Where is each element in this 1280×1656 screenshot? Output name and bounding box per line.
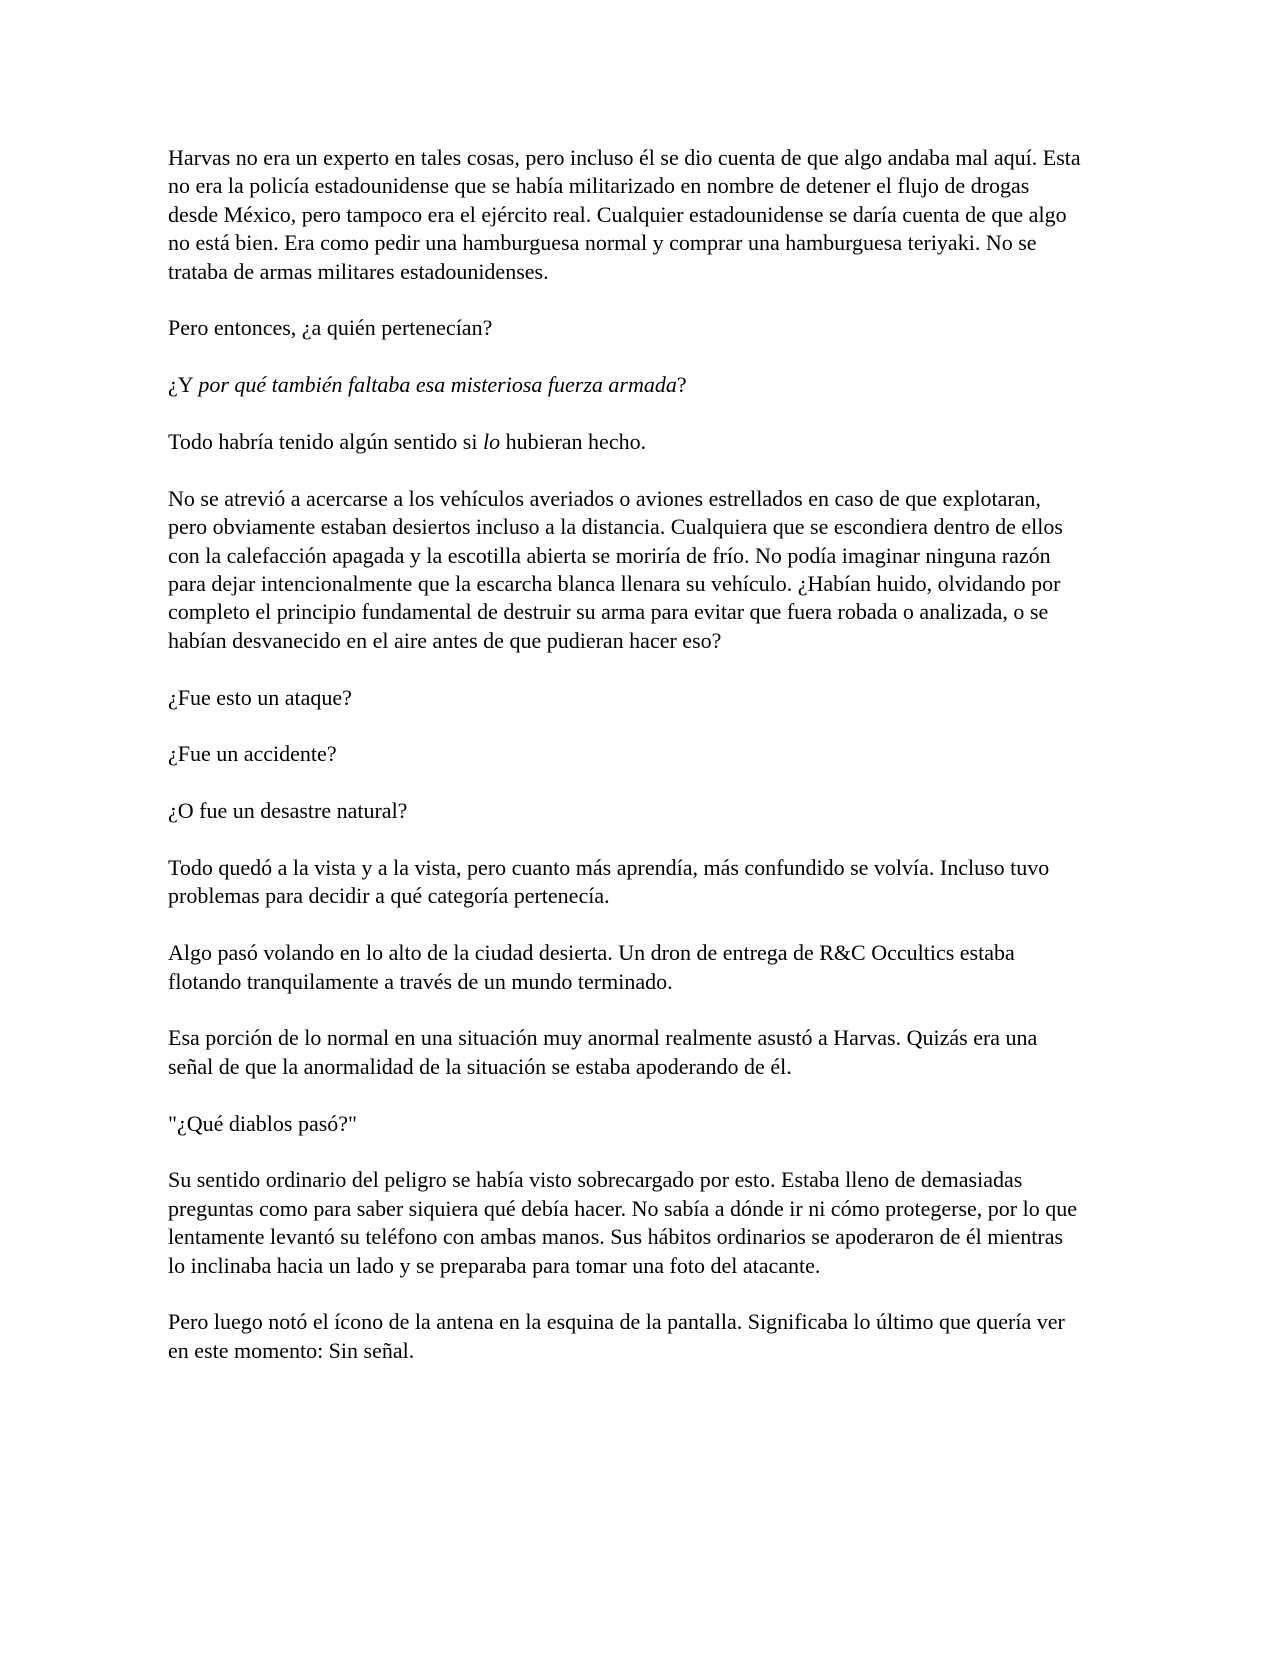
text-run: hubieran hecho. [500, 429, 647, 455]
text-run: Pero luego notó el ícono de la antena en la esquina de la pantalla. Significaba lo último que quería ver en este momento: Sin señal. [168, 1309, 1065, 1363]
paragraph [168, 684, 1083, 712]
paragraph [168, 1166, 1083, 1280]
text-run: Pero entonces, ¿a quién pertenecían? [168, 315, 493, 341]
text-run: Todo quedó a la vista y a la vista, pero cuanto más aprendía, más confundido se volvía. Incluso tuvo problemas para decidir a qué categoría pertenecía. [168, 855, 1050, 909]
paragraph [168, 1308, 1083, 1365]
text-run: ¿Fue un accidente? [168, 741, 337, 767]
text-run: ¿Fue esto un ataque? [168, 684, 352, 710]
text-run: "¿Qué diablos pasó?" [168, 1110, 358, 1136]
paragraph [168, 428, 1083, 456]
document-text [168, 144, 1083, 1394]
text-run: No se atrevió a acercarse a los vehículos averiados o aviones estrellados en caso de que explotaran, pero obviamente estaban desiertos incluso a la distancia. Cualquiera que se escondiera dentro de ellos con la calefacción apagada y la escotilla abierta se moriría de frío. No podía imaginar ninguna razón para dejar intencionalmente que la escarcha blanca llenara su vehículo. ¿Habían huido, olvidando por completo el principio fundamental de destruir su arma para evitar que fuera robada o analizada, o se habían desvanecido en el aire antes de que pudieran hacer eso? [168, 485, 1063, 653]
paragraph [168, 144, 1083, 286]
text-run: ¿O fue un desastre natural? [168, 798, 408, 824]
text-run-italic: por qué también faltaba esa misteriosa fuerza armada [198, 372, 677, 398]
text-run: Algo pasó volando en lo alto de la ciudad desierta. Un dron de entrega de R&C Occultics estaba flotando tranquilamente a través de un mundo terminado. [168, 940, 1015, 994]
paragraph [168, 314, 1083, 342]
text-run: Esa porción de lo normal en una situación muy anormal realmente asustó a Harvas. Quizás era una señal de que la anormalidad de la situación se estaba apoderando de él. [168, 1025, 1038, 1079]
paragraph [168, 797, 1083, 825]
paragraph [168, 485, 1083, 655]
paragraph [168, 854, 1083, 911]
paragraph [168, 1110, 1083, 1138]
text-run: ¿Y [168, 372, 199, 398]
paragraph [168, 740, 1083, 768]
text-run-italic: lo [482, 429, 501, 455]
paragraph [168, 371, 1083, 399]
paragraph [168, 939, 1083, 996]
text-run: Harvas no era un experto en tales cosas, pero incluso él se dio cuenta de que algo andaba mal aquí. Esta no era la policía estadounidense que se había militarizado en nombre de detener el flujo de drogas desde México, pero tampoco era el ejército real. Cualquier estadounidense se daría cuenta de que algo no está bien. Era como pedir una hamburguesa normal y comprar una hamburguesa teriyaki. No se trataba de armas militares estadounidenses. [168, 145, 1081, 284]
text-run: ? [676, 372, 687, 398]
text-run: Su sentido ordinario del peligro se había visto sobrecargado por esto. Estaba lleno de demasiadas preguntas como para saber siquiera qué debía hacer. No sabía a dónde ir ni cómo protegerse, por lo que lentamente levantó su teléfono con ambas manos. Sus hábitos ordinarios se apoderaron de él mientras lo inclinaba hacia un lado y se preparaba para tomar una foto del atacante. [168, 1167, 1078, 1278]
paragraph [168, 1024, 1083, 1081]
text-run: Todo habría tenido algún sentido si [168, 429, 483, 455]
